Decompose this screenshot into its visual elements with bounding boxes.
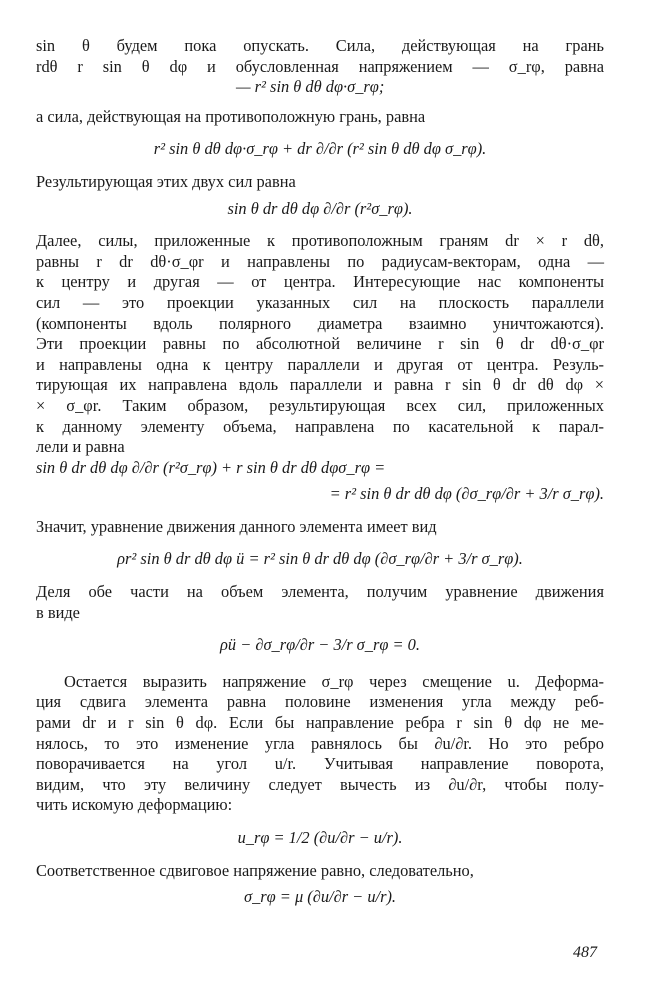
paragraph-5	[36, 517, 604, 538]
formula-2: r² sin θ dθ dφ·σ_rφ + dr ∂/∂r (r² sin θ dθ dφ σ_rφ).	[153, 139, 487, 159]
text-line: сил — это проекции указанных сил на плоскость параллели	[36, 292, 604, 312]
text-line: rdθ r sin θ dφ и обусловленная напряжением — σ_rφ, равна	[36, 56, 604, 76]
text-line: видим, что эту величину следует вычесть из ∂u/∂r, чтобы полу-	[36, 774, 604, 794]
text-line: чить искомую деформацию:	[36, 795, 233, 815]
text-line: а сила, действующая на противоположную грань, равна	[36, 106, 426, 126]
paragraph-8	[36, 861, 604, 882]
formula-4a: sin θ dr dθ dφ ∂/∂r (r²σ_rφ) + r sin θ dr dθ dφσ_rφ =	[36, 457, 386, 477]
text-line: рами dr и r sin θ dφ. Если бы направление ребра r sin θ dφ не ме-	[36, 713, 604, 733]
text-line: к данному элементу объема, направлена по касательной к парал-	[36, 416, 604, 436]
text-line: Результирующая этих двух сил равна	[36, 171, 296, 191]
text-line: ция сдвига элемента равна половине изменения угла между реб-	[36, 692, 604, 712]
text-line: sin θ будем пока опускать. Сила, действующая на грань	[36, 36, 604, 55]
text-line: тирующая их направлена вдоль параллели и равна r sin θ dr dθ dφ ×	[36, 375, 604, 395]
paragraph-2	[36, 107, 604, 128]
paragraph-6	[36, 582, 604, 623]
book-page	[36, 36, 604, 908]
text-line: Эти проекции равны по абсолютной величине r sin θ dr dθ·σ_φr	[36, 334, 604, 354]
text-line: Далее, силы, приложенные к противоположным граням dr × r dθ,	[36, 231, 604, 251]
text-line: Остается выразить напряжение σ_rφ через смещение u. Деформа-	[64, 671, 604, 691]
formula-6: ρü − ∂σ_rφ/∂r − 3/r σ_rφ = 0.	[220, 635, 420, 655]
paragraph-4	[36, 231, 604, 458]
formula-7: u_rφ = 1/2 (∂u/∂r − u/r).	[237, 828, 403, 847]
text-line: нялось, то это изменение угла равнялось бы ∂u/∂r. Но это ребро	[36, 733, 604, 753]
text-line: Соответственное сдвиговое напряжение равно, следовательно,	[36, 860, 474, 880]
text-line: равны r dr dθ·σ_φr и направлены по радиусам-векторам, одна —	[36, 251, 604, 271]
text-line: Значит, уравнение движения данного элемента имеет вид	[36, 516, 437, 536]
text-line: лели и равна	[36, 437, 125, 457]
text-line: Деля обе части на объем элемента, получим уравнение движения	[36, 582, 604, 602]
paragraph-3	[36, 172, 604, 193]
formula-5: ρr² sin θ dr dθ dφ ü = r² sin θ dr dθ dφ (∂σ_rφ/∂r + 3/r σ_rφ).	[117, 549, 523, 569]
formula-8: σ_rφ = μ (∂u/∂r − u/r).	[243, 887, 397, 907]
text-line: (компоненты вдоль полярного диаметра взаимно уничтожаются).	[36, 313, 604, 333]
text-line: и направлены одна к центру параллели и другая от центра. Резуль-	[36, 354, 604, 374]
formula-4b: = r² sin θ dr dθ dφ (∂σ_rφ/∂r + 3/r σ_rφ).	[329, 484, 604, 504]
paragraph-1	[36, 36, 604, 77]
page-number: 487	[573, 944, 597, 961]
formula-1: — r² sin θ dθ dφ·σ_rφ;	[236, 77, 385, 97]
text-line: в виде	[36, 602, 80, 622]
text-line: к центру и другая — от центра. Интересующие нас компоненты	[36, 272, 604, 292]
paragraph-7	[36, 672, 604, 816]
formula-3: sin θ dr dθ dφ ∂/∂r (r²σ_rφ).	[227, 198, 413, 218]
text-line: × σ_φr. Таким образом, результирующая всех сил, приложенных	[36, 395, 604, 415]
text-line: поворачивается на угол u/r. Учитывая направление поворота,	[36, 754, 604, 774]
